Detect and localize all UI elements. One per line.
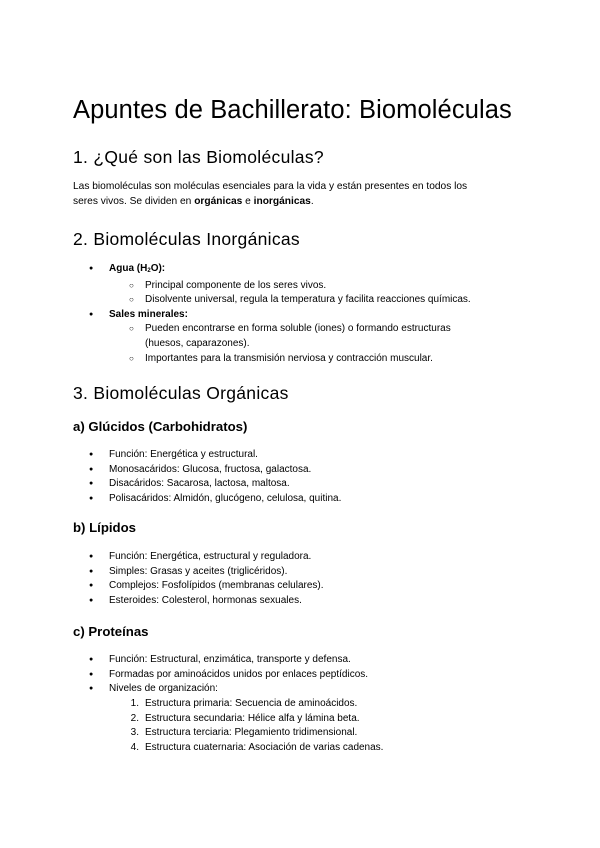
- item-number: 4.: [130, 741, 139, 753]
- niveles-list: [73, 697, 533, 755]
- list-item: ○ Principal componente de los seres vivos.: [73, 279, 543, 294]
- section-1-paragraph: [73, 179, 513, 209]
- list-item: ● Disacáridos: Sacarosa, lactosa, maltosa.: [73, 477, 533, 492]
- paragraph-end: .: [310, 196, 314, 207]
- proteinas-heading: c) Proteínas: [73, 624, 149, 639]
- item-number: 3.: [130, 727, 139, 739]
- bold-organicas: orgánicas: [194, 196, 243, 207]
- list-item: ● Formadas por aminoácidos unidos por enlaces peptídicos.: [73, 668, 533, 683]
- numbered-item: [73, 726, 533, 741]
- sales-item-line-1: Pueden encontrarse en forma soluble (iones) o formando estructuras: [145, 323, 451, 335]
- sales-label: Sales minerales:: [109, 308, 188, 320]
- item-text: Estructura primaria: Secuencia de aminoácidos.: [145, 698, 358, 709]
- list-item: [73, 322, 543, 351]
- list-item: ○ Disolvente universal, regula la temperatura y facilita reacciones químicas.: [73, 293, 543, 308]
- list-item: ● Función: Energética y estructural.: [73, 448, 533, 463]
- glucidos-list: [73, 448, 533, 506]
- paragraph-line-1: Las biomoléculas son moléculas esenciales para la vida y están presentes en todos los: [73, 181, 468, 192]
- numbered-item: [73, 712, 533, 727]
- list-item: ● Niveles de organización:: [73, 682, 533, 697]
- list-item: ● Función: Estructural, enzimática, transporte y defensa.: [73, 653, 533, 668]
- lipidos-heading: b) Lípidos: [73, 520, 136, 535]
- item-number: 2.: [130, 712, 139, 724]
- list-item-agua: [73, 262, 543, 279]
- list-item: ● Monosacáridos: Glucosa, fructosa, galactosa.: [73, 463, 533, 478]
- agua-label-b: O):: [150, 263, 166, 274]
- bold-inorganicas: inorgánicas: [253, 196, 311, 207]
- proteinas-list: [73, 653, 533, 697]
- agua-label-a: Agua (H: [109, 263, 148, 274]
- item-number: 1.: [130, 698, 139, 709]
- inorganicas-list: [73, 262, 543, 366]
- section-3-heading: 3. Biomoléculas Orgánicas: [73, 383, 289, 403]
- paragraph-line-2: seres vivos. Se dividen en: [73, 196, 195, 207]
- section-2-heading: 2. Biomoléculas Inorgánicas: [73, 229, 300, 249]
- sales-item-line-2: (huesos, caparazones).: [145, 337, 250, 349]
- paragraph-and: e: [242, 196, 254, 207]
- page-title: Apuntes de Bachillerato: Biomoléculas: [73, 96, 512, 124]
- list-item: ● Esteroides: Colesterol, hormonas sexuales.: [73, 594, 533, 609]
- item-text: Estructura secundaria: Hélice alfa y lámina beta.: [145, 712, 360, 724]
- list-item: ● Complejos: Fosfolípidos (membranas celulares).: [73, 579, 533, 594]
- item-text: Estructura terciaria: Plegamiento tridimensional.: [145, 727, 358, 739]
- list-item: ● Polisacáridos: Almidón, glucógeno, celulosa, quitina.: [73, 492, 533, 507]
- list-item: ● Simples: Grasas y aceites (triglicéridos).: [73, 565, 533, 580]
- glucidos-heading: a) Glúcidos (Carbohidratos): [73, 419, 248, 434]
- list-item: ● Función: Energética, estructural y reguladora.: [73, 550, 533, 565]
- section-1-heading: 1. ¿Qué son las Biomoléculas?: [73, 147, 324, 167]
- list-item-sales: [73, 308, 543, 323]
- numbered-item: [73, 697, 533, 712]
- item-text: Estructura cuaternaria: Asociación de varias cadenas.: [145, 741, 384, 753]
- agua-subscript: 2: [147, 268, 151, 274]
- list-item: ○ Importantes para la transmisión nerviosa y contracción muscular.: [73, 352, 543, 367]
- numbered-item: [73, 741, 533, 756]
- lipidos-list: [73, 550, 533, 608]
